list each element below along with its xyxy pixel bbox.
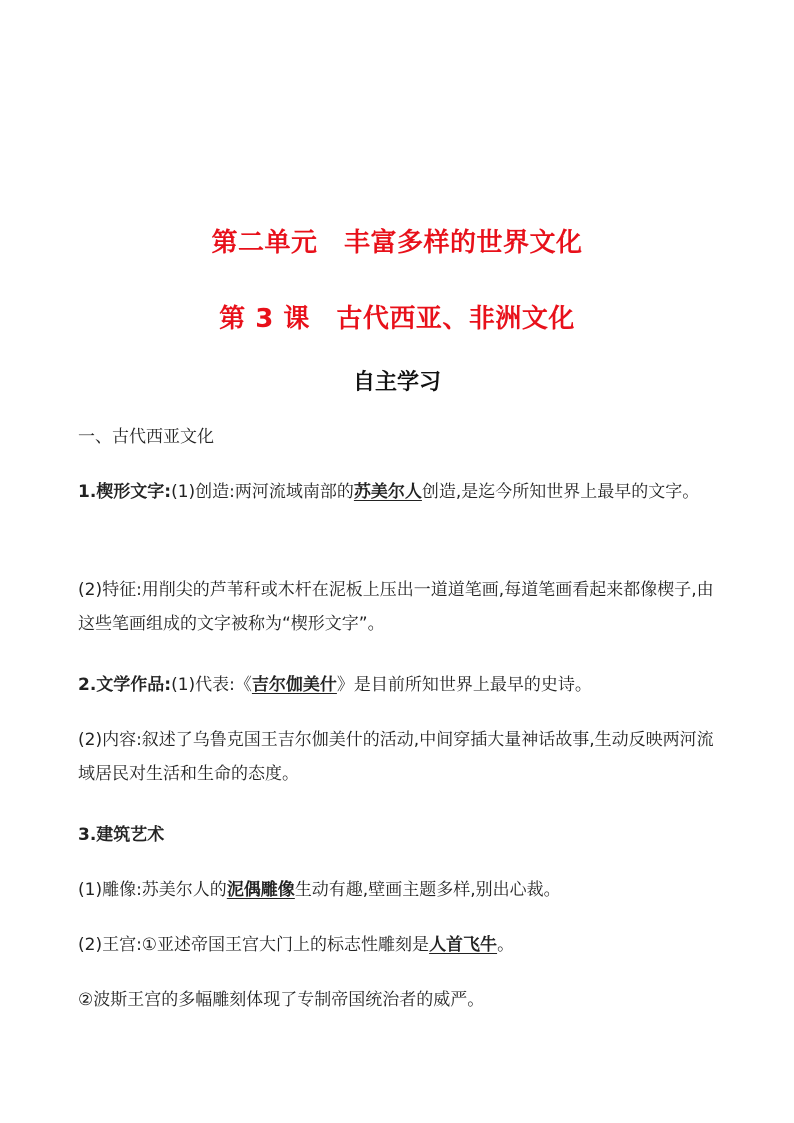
key-term-gilgamesh: 吉尔伽美什 (251, 675, 337, 695)
key-term-sumerians: 苏美尔人 (353, 482, 422, 502)
text: 创造,是迄今所知世界上最早的文字。 (421, 482, 700, 502)
text: 。 (497, 935, 515, 955)
text: (1)代表:《 (171, 675, 252, 695)
text: (1)创造:两河流域南部的 (171, 482, 354, 502)
paragraph-cuneiform-features: (2)特征:用削尖的芦苇秆或木杆在泥板上压出一道道笔画,每道笔画看起来都像楔子,由这些笔画组成的文字被称为“楔形文字”。 (78, 580, 714, 634)
text: (2)王宫:①亚述帝国王宫大门上的标志性雕刻是 (78, 935, 430, 955)
label-literature: 2.文学作品: (78, 675, 172, 695)
lesson-title: 第 3 课 古代西亚、非洲文化 (219, 304, 575, 334)
label-architecture: 3.建筑艺术 (78, 825, 165, 845)
paragraph-palace-persia: ②波斯王宫的多幅雕刻体现了专制帝国统治者的威严。 (78, 990, 485, 1010)
paragraph-palace-assyria (78, 928, 720, 962)
section-title: 自主学习 (352, 370, 441, 395)
paragraph-literature-content: (2)内容:叙述了乌鲁克国王吉尔伽美什的活动,中间穿插大量神话故事,生动反映两河流域居民对生活和生命的态度。 (78, 730, 714, 784)
key-term-lamassu: 人首飞牛 (429, 935, 498, 955)
key-term-clay-figurines: 泥偶雕像 (226, 880, 295, 900)
text: 》是目前所知世界上最早的史诗。 (336, 675, 592, 695)
paragraph-cuneiform-creation (78, 475, 720, 509)
heading-ancient-west-asia: 一、古代西亚文化 (78, 427, 214, 447)
paragraph-literature (78, 668, 720, 702)
label-cuneiform: 1.楔形文字: (78, 482, 172, 502)
text: (1)雕像:苏美尔人的 (78, 880, 227, 900)
unit-title: 第二单元 丰富多样的世界文化 (211, 228, 583, 258)
paragraph-statues (78, 873, 720, 907)
text: 生动有趣,壁画主题多样,别出心裁。 (294, 880, 561, 900)
